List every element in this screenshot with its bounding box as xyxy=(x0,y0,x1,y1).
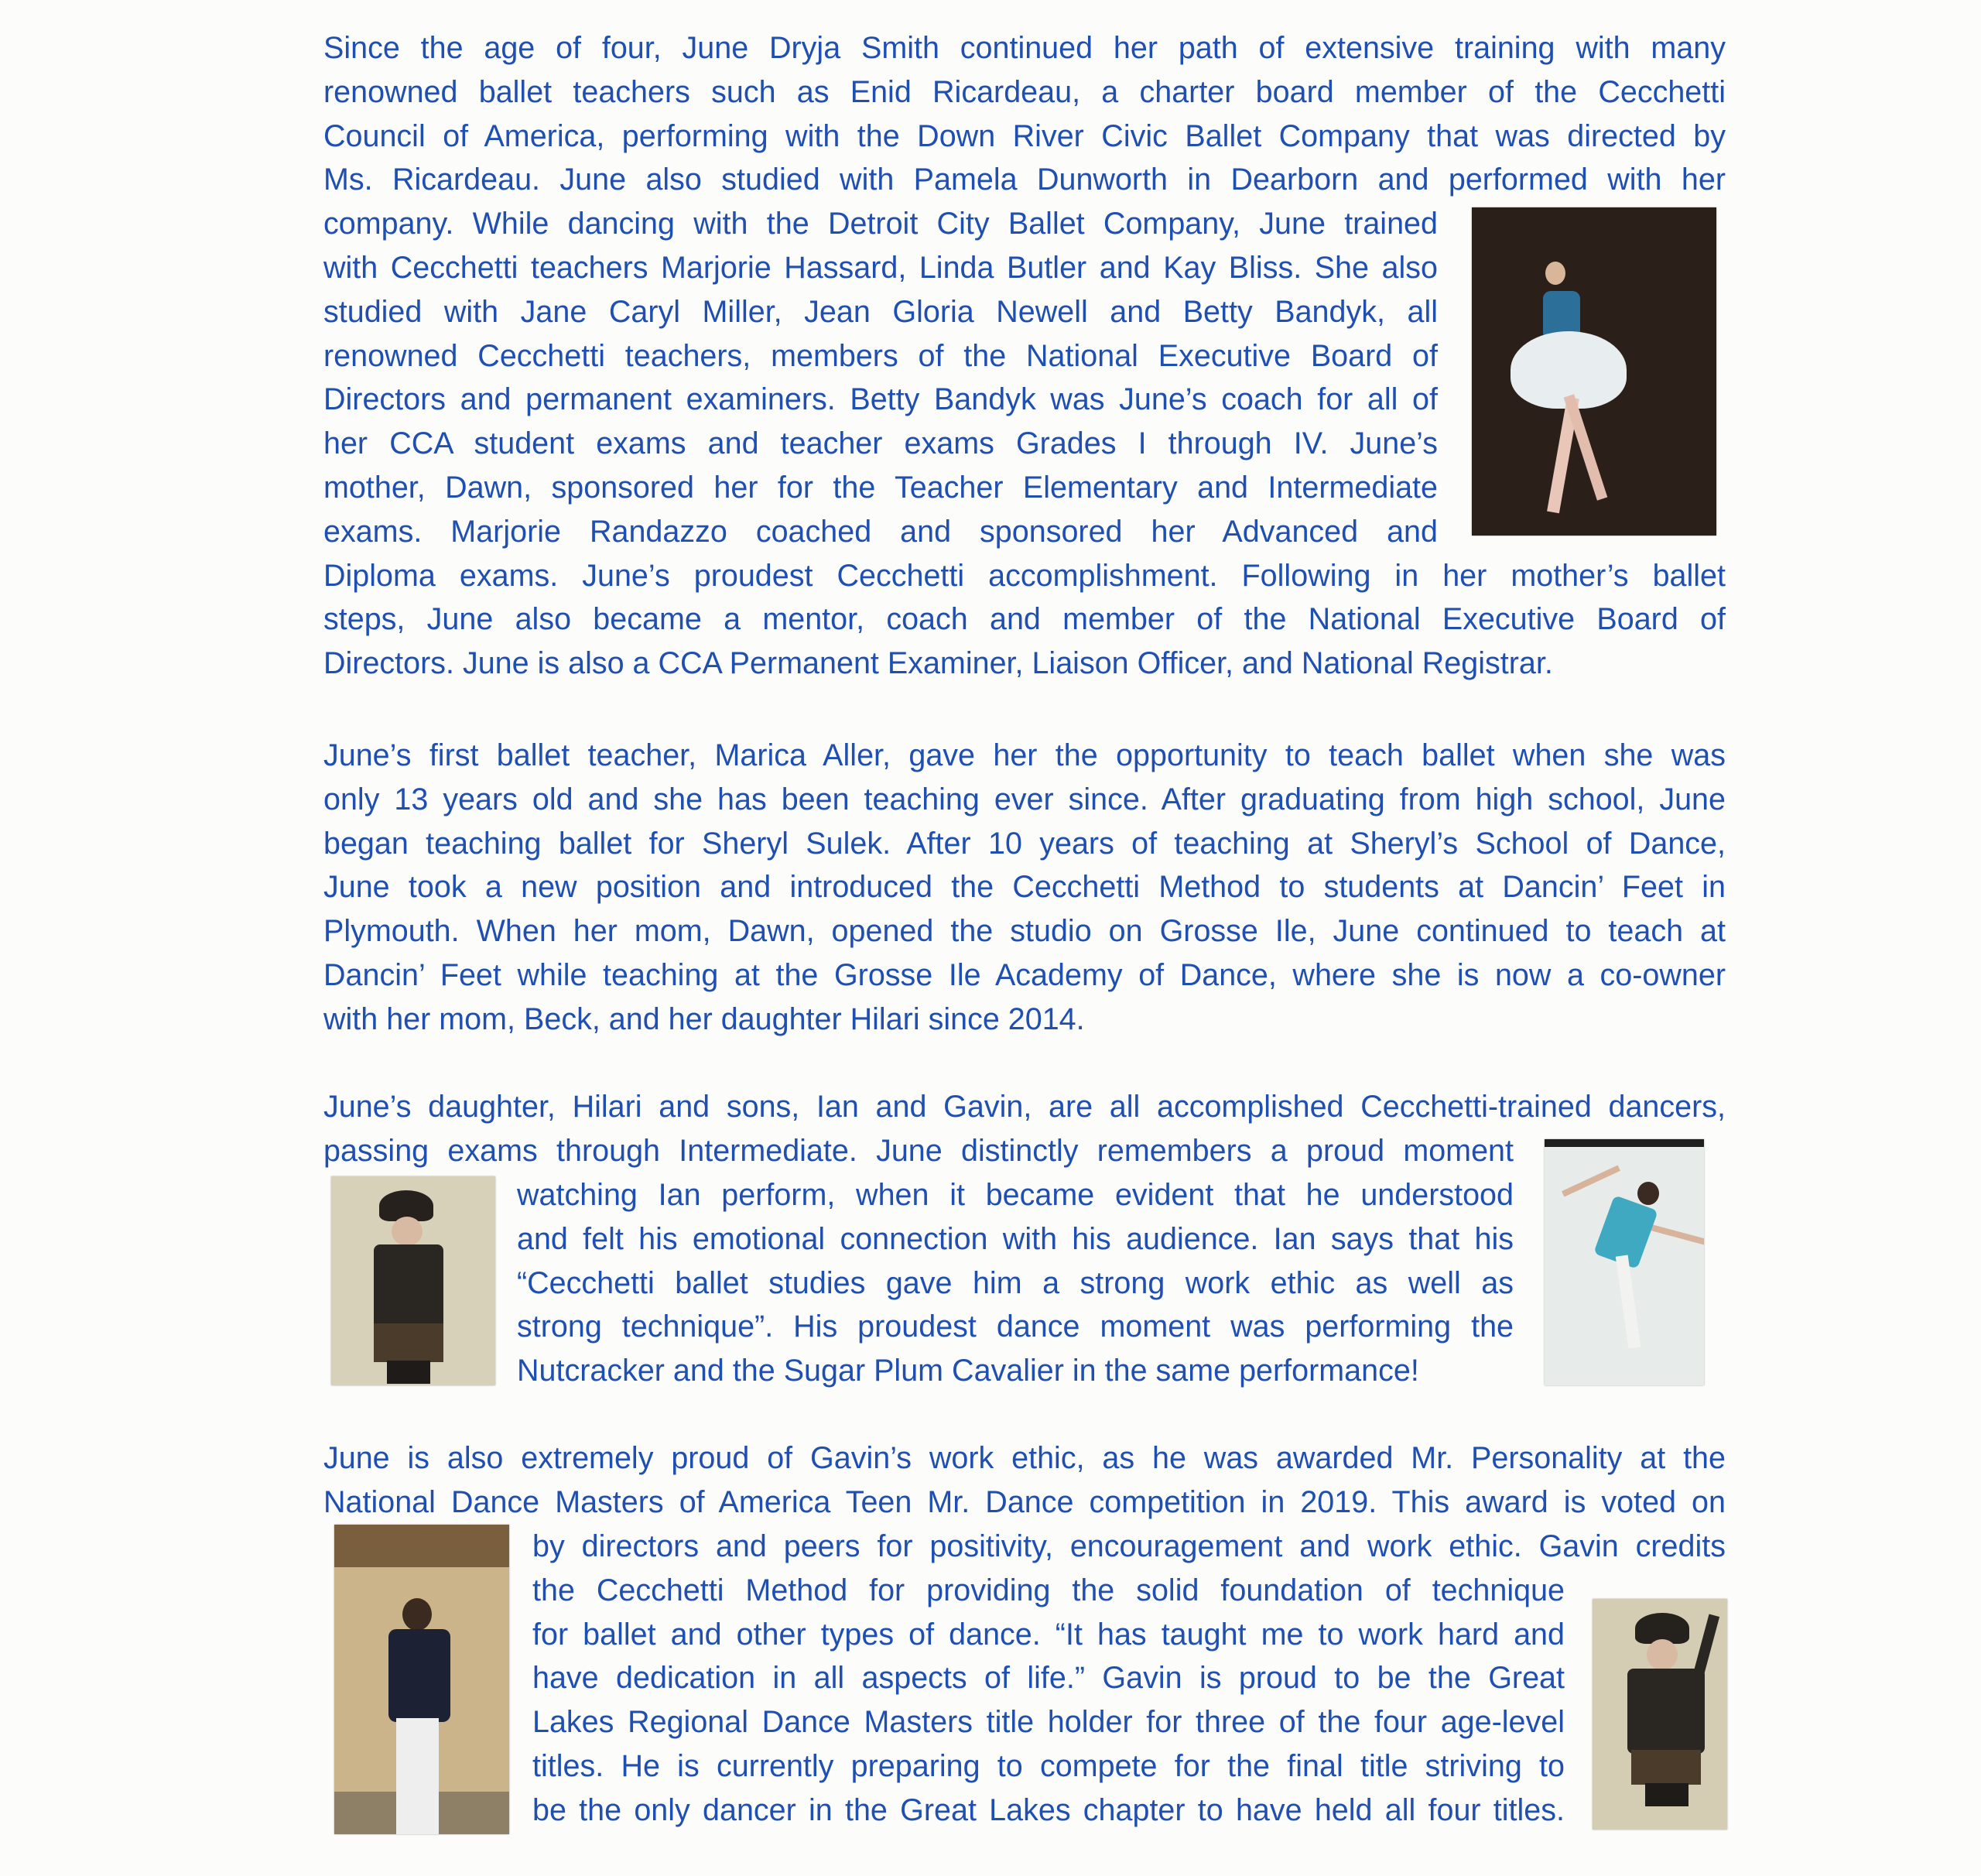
text-line: June’s first ballet teacher, Marica Aller, gave her the opportunity to teach ballet when she was xyxy=(323,738,1726,772)
text-line: June’s daughter, Hilari and sons, Ian and Gavin, are all accomplished Cecchetti-trained dancers, xyxy=(323,1090,1726,1124)
ballerina-photo xyxy=(1472,207,1716,536)
text-line: company. While dancing with the Detroit City Ballet Company, June trained xyxy=(323,207,1438,241)
text-line: for ballet and other types of dance. “It has taught me to work hard and xyxy=(532,1617,1565,1652)
paragraph-ian xyxy=(517,1173,1514,1393)
text-line: Since the age of four, June Dryja Smith continued her path of extensive training with many xyxy=(323,31,1726,65)
text-line: and felt his emotional connection with his audience. Ian says that his xyxy=(517,1221,1514,1256)
text-line: Council of America, performing with the Down River Civic Ballet Company that was directed by xyxy=(323,118,1726,153)
paragraph-gavin xyxy=(323,1436,1726,1525)
text-line: exams. Marjorie Randazzo coached and sponsored her Advanced and xyxy=(323,514,1438,549)
text-line: be the only dancer in the Great Lakes chapter to have held all four titles. xyxy=(532,1792,1565,1827)
text-line: with Cecchetti teachers Marjorie Hassard, Linda Butler and Kay Bliss. She also xyxy=(323,250,1438,285)
paragraph-gavin-continued xyxy=(532,1525,1726,1833)
text-line: began teaching ballet for Sheryl Sulek. After 10 years of teaching at Sheryl’s School of Dance, xyxy=(323,826,1726,861)
text-line: her CCA student exams and teacher exams Grades I through IV. June’s xyxy=(323,426,1438,461)
text-line: June is also extremely proud of Gavin’s work ethic, as he was awarded Mr. Personality at the xyxy=(323,1441,1726,1475)
text-line: titles. He is currently preparing to compete for the final title striving to xyxy=(532,1748,1565,1783)
text-line: Plymouth. When her mom, Dawn, opened the studio on Grosse Ile, June continued to teach at xyxy=(323,914,1726,949)
gavin-kilt-photo xyxy=(1593,1599,1727,1830)
gavin-velvet-photo xyxy=(334,1525,509,1834)
text-line: June took a new position and introduced the Cecchetti Method to students at Dancin’ Feet in xyxy=(323,870,1726,905)
text-line: strong technique”. His proudest dance moment was performing the xyxy=(517,1309,1514,1344)
text-line: studied with Jane Caryl Miller, Jean Gloria Newell and Betty Bandyk, all xyxy=(323,294,1438,329)
paragraph-teaching-career xyxy=(323,734,1726,1042)
text-line: renowned Cecchetti teachers, members of the National Executive Board of xyxy=(323,338,1438,373)
ian-kilt-photo xyxy=(331,1176,495,1385)
text-line: passing exams through Intermediate. June distinctly remembers a proud moment xyxy=(323,1133,1514,1168)
text-line: National Dance Masters of America Teen Mr. Dance competition in 2019. This award is voted on xyxy=(323,1484,1726,1519)
paragraph-children xyxy=(323,1085,1726,1173)
text-line: Directors and permanent examiners. Betty Bandyk was June’s coach for all of xyxy=(323,382,1438,417)
text-line: watching Ian perform, when it became evident that he understood xyxy=(517,1178,1514,1212)
text-line: by directors and peers for positivity, encouragement and work ethic. Gavin credits xyxy=(532,1529,1726,1563)
text-line: Directors. June is also a CCA Permanent Examiner, Liaison Officer, and National Registrar. xyxy=(323,646,1553,681)
text-line: with her mom, Beck, and her daughter Hilari since 2014. xyxy=(323,1001,1085,1036)
text-line: renowned ballet teachers such as Enid Ricardeau, a charter board member of the Cecchetti xyxy=(323,74,1726,109)
text-line: mother, Dawn, sponsored her for the Teacher Elementary and Intermediate xyxy=(323,470,1438,505)
text-line: the Cecchetti Method for providing the solid foundation of technique xyxy=(532,1573,1565,1607)
text-line: only 13 years old and she has been teaching ever since. After graduating from high school, June xyxy=(323,782,1726,816)
ian-leap-photo xyxy=(1545,1139,1704,1385)
text-line: Lakes Regional Dance Masters title holder for three of the four age-level xyxy=(532,1705,1565,1740)
text-line: “Cecchetti ballet studies gave him a strong work ethic as well as xyxy=(517,1265,1514,1300)
text-line: Diploma exams. June’s proudest Cecchetti accomplishment. Following in her mother’s ballet xyxy=(323,558,1726,593)
text-line: Nutcracker and the Sugar Plum Cavalier in the same performance! xyxy=(517,1354,1419,1388)
text-line: steps, June also became a mentor, coach and member of the National Executive Board of xyxy=(323,602,1726,637)
text-line: Ms. Ricardeau. June also studied with Pamela Dunworth in Dearborn and performed with her xyxy=(323,163,1726,197)
text-line: have dedication in all aspects of life.” Gavin is proud to be the Great xyxy=(532,1661,1565,1696)
text-line: Dancin’ Feet while teaching at the Grosse Ile Academy of Dance, where she is now a co-owner xyxy=(323,957,1726,992)
